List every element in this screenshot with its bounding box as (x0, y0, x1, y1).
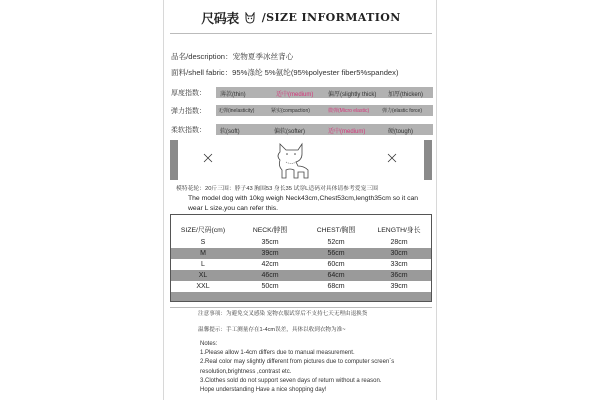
cell-size: M (200, 250, 206, 257)
table-row (171, 237, 431, 248)
model-info-cn: 模特花轮：20斤三围：脖子43 胸围53 身长35 试穿L适码对具体请参考爱宠三围 (176, 186, 378, 192)
header-size: SIZE/尺码(cm) (180, 227, 226, 234)
thickness-option-slightly-thick: 偏厚(slightly thick) (328, 92, 377, 98)
table-header-row (171, 221, 431, 235)
page-title: /SIZE INFORMATION (261, 11, 401, 24)
cell-chest: 60cm (327, 261, 345, 268)
cell-size: S (200, 239, 206, 246)
header (164, 8, 438, 34)
cell-neck: 35cm (261, 239, 279, 246)
table-row (171, 259, 431, 270)
elasticity-option-elastic-force: 弹力(elastic force) (382, 108, 423, 114)
header-length: LENGTH/身长 (377, 227, 421, 234)
size-table (170, 214, 432, 302)
softness-option-soft: 软(soft) (220, 129, 240, 135)
cell-chest: 56cm (327, 250, 345, 257)
thickness-option-medium: 适中(medium) (276, 92, 314, 98)
softness-label: 柔软指数： (171, 127, 206, 134)
header-chest: CHEST/胸围 (316, 227, 356, 234)
tip-cn: 温馨提示：手工测量存在1-4cm误差，具体以收到衣物为准~ (198, 327, 346, 333)
note-line: 1.Please allow 1-4cm differs due to manual measurement. (200, 350, 355, 357)
cell-chest: 64cm (327, 272, 345, 279)
cell-chest: 68cm (327, 283, 345, 290)
note-line: Hope understanding Have a nice shopping day! (200, 387, 327, 394)
softness-bar (216, 124, 433, 135)
cell-chest: 52cm (327, 239, 345, 246)
notes-title: Notes: (200, 341, 218, 347)
elasticity-bar (216, 105, 433, 116)
notice-cn: 注意事项：为避免交叉感染 宠物衣服试穿后不支持七天无理由退换货 (198, 311, 368, 317)
cell-size: XL (198, 272, 208, 279)
thickness-option-thicken: 加厚(thicken) (388, 92, 424, 98)
note-line: 3.Clothes sold do not support seven days of return without a reason. (200, 377, 382, 384)
elasticity-option-inelasticity: 无弹(inelasticity) (218, 108, 255, 114)
cell-neck: 46cm (261, 272, 279, 279)
softness-option-softer: 偏软(softer) (274, 129, 306, 135)
table-row (171, 270, 431, 281)
cell-length: 39cm (390, 283, 408, 290)
elasticity-option-micro-elastic: 微弹(Micro elastic) (328, 108, 370, 114)
elasticity-option-compaction: 紧实(compaction) (271, 108, 310, 114)
brand-logo-text: 尺码表 (201, 12, 239, 27)
note-line: 2.Real color may slightly different from pictures due to computer screen`s (200, 359, 395, 366)
softness-option-medium: 适中(medium) (328, 129, 366, 135)
thickness-label: 厚度指数： (171, 90, 206, 97)
notes-divider (170, 307, 432, 308)
table-row (171, 281, 431, 292)
thickness-option-thin: 薄款(thin) (220, 92, 246, 98)
header-neck: NECK/脖围 (252, 227, 288, 234)
shell-fabric: 面料/shell fabric：95%涤纶 5%氨纶(95%polyester fiber5%spandex) (171, 68, 399, 77)
cell-neck: 42cm (261, 261, 279, 268)
dog-measurement-panel (170, 140, 432, 180)
cell-length: 36cm (390, 272, 408, 279)
softness-option-tough: 硬(tough) (388, 129, 414, 135)
product-name: 品名/description：宠物夏季冰丝背心 (171, 52, 294, 61)
bulldog-outline-icon (178, 140, 424, 180)
cell-length: 33cm (390, 261, 408, 268)
cell-length: 28cm (390, 239, 408, 246)
table-footer-band (171, 292, 431, 301)
elasticity-label: 弹力指数： (171, 108, 206, 115)
table-row (171, 248, 431, 259)
size-chart-sheet (163, 0, 437, 400)
thickness-bar (216, 87, 433, 98)
model-info-en: The model dog with 10kg weigh Neck43cm,Chest53cm,length35cm so it can wear L size,you can refer this. (188, 195, 419, 212)
notes-en (200, 340, 394, 395)
bulldog-logo-icon (244, 12, 256, 24)
cell-size: L (201, 261, 205, 268)
cell-neck: 39cm (261, 250, 279, 257)
cell-size: XXL (196, 283, 210, 290)
note-line: resolution,brightness ,contrast etc. (200, 368, 292, 375)
dog-measurement-illustration (178, 140, 424, 180)
header-divider (170, 33, 432, 34)
cell-length: 30cm (390, 250, 408, 257)
cell-neck: 50cm (261, 283, 279, 290)
